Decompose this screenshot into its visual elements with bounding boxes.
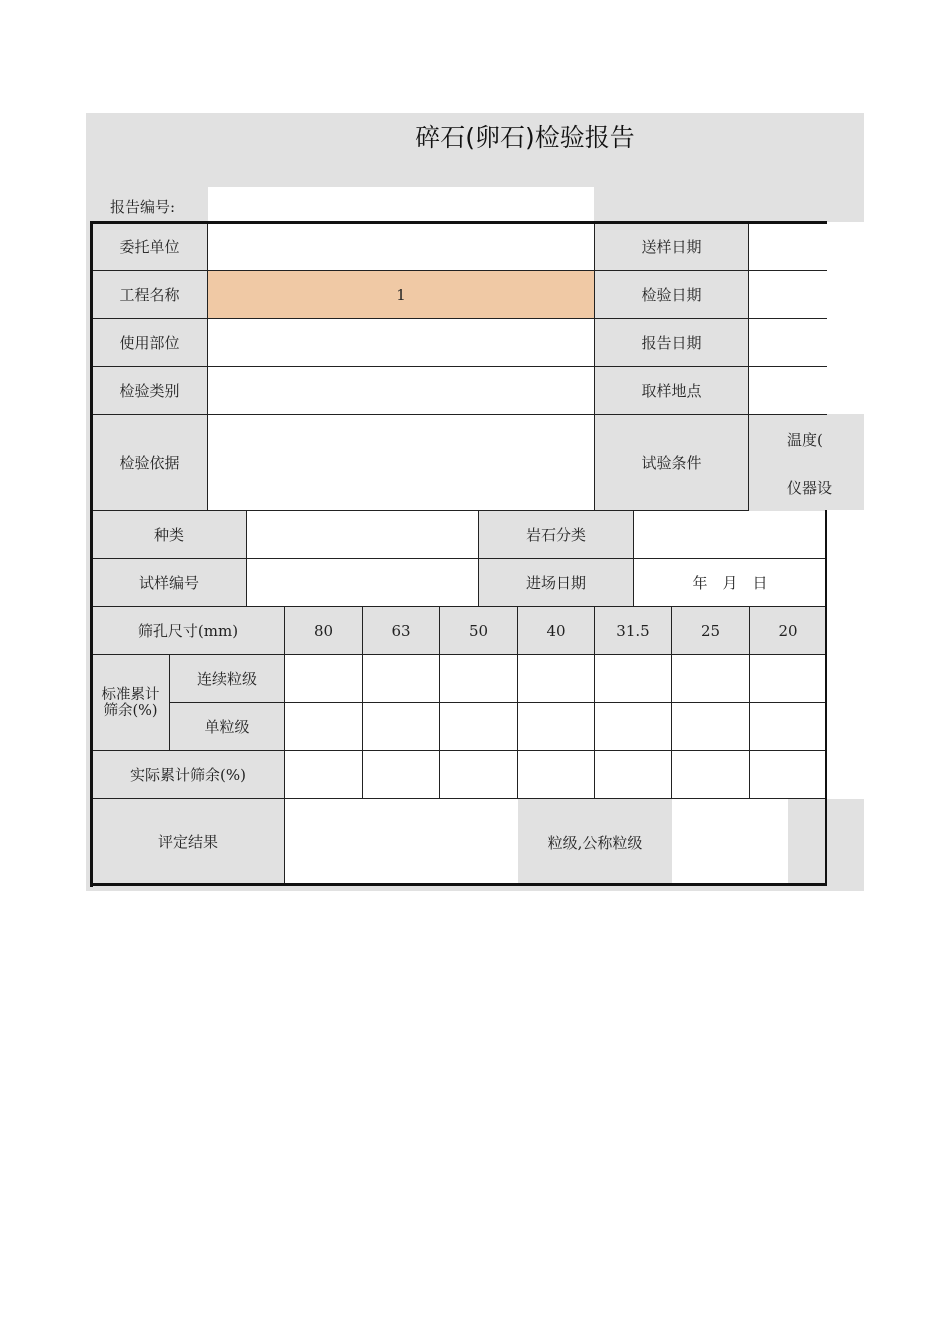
continuous-40[interactable] <box>518 655 595 703</box>
sieve-size-31-5: 31.5 <box>595 607 672 655</box>
basis-field[interactable] <box>208 415 595 511</box>
usage-label: 使用部位 <box>92 319 208 367</box>
project-label: 工程名称 <box>92 271 208 319</box>
continuous-grade-label: 连续粒级 <box>170 655 285 703</box>
send-date-label: 送样日期 <box>595 223 749 271</box>
single-grade-label: 单粒级 <box>170 703 285 751</box>
right-overflow-strip <box>827 414 864 510</box>
basis-label: 检验依据 <box>92 415 208 511</box>
single-31-5[interactable] <box>595 703 672 751</box>
rock-class-label: 岩石分类 <box>479 511 634 559</box>
actual-cumulative-label: 实际累计筛余(%) <box>92 751 285 799</box>
actual-63[interactable] <box>363 751 440 799</box>
table-frame-left <box>90 222 93 887</box>
actual-80[interactable] <box>285 751 363 799</box>
report-date-label: 报告日期 <box>595 319 749 367</box>
sample-no-label: 试样编号 <box>92 559 247 607</box>
sieve-size-80: 80 <box>285 607 363 655</box>
sampling-place-label: 取样地点 <box>595 367 749 415</box>
standard-cumulative-label: 标准累计筛余(%) <box>92 655 170 751</box>
sieve-size-label: 筛孔尺寸(mm) <box>92 607 285 655</box>
sieve-size-50: 50 <box>440 607 518 655</box>
temperature-label: 温度( <box>787 431 823 449</box>
single-50[interactable] <box>440 703 518 751</box>
report-no-field[interactable] <box>208 187 594 222</box>
result-field[interactable] <box>285 799 518 885</box>
single-63[interactable] <box>363 703 440 751</box>
entry-date-label: 进场日期 <box>479 559 634 607</box>
continuous-50[interactable] <box>440 655 518 703</box>
sample-no-field[interactable] <box>247 559 479 607</box>
instrument-label: 仪器设 <box>787 479 833 497</box>
entry-date-field[interactable]: 年 月 日 <box>634 559 827 607</box>
actual-25[interactable] <box>672 751 750 799</box>
category-label: 检验类别 <box>92 367 208 415</box>
sampling-place-field[interactable] <box>749 367 827 415</box>
page-title: 碎石(卵石)检验报告 <box>415 123 635 152</box>
report-date-field[interactable] <box>749 319 827 367</box>
client-label: 委托单位 <box>92 223 208 271</box>
table-frame-right <box>825 510 827 886</box>
category-field[interactable] <box>208 367 595 415</box>
result-label: 评定结果 <box>92 799 285 885</box>
send-date-field[interactable] <box>749 223 827 271</box>
table-frame-top <box>90 221 827 224</box>
bottom-strip <box>86 886 864 891</box>
continuous-80[interactable] <box>285 655 363 703</box>
sieve-size-40: 40 <box>518 607 595 655</box>
rock-class-field[interactable] <box>634 511 827 559</box>
report-no-label: 报告编号: <box>110 198 176 216</box>
sieve-size-20: 20 <box>750 607 827 655</box>
continuous-63[interactable] <box>363 655 440 703</box>
project-field[interactable]: 1 <box>208 271 595 319</box>
sieve-size-25: 25 <box>672 607 750 655</box>
actual-20[interactable] <box>750 751 827 799</box>
test-date-label: 检验日期 <box>595 271 749 319</box>
actual-40[interactable] <box>518 751 595 799</box>
grade-field[interactable] <box>672 799 788 885</box>
continuous-20[interactable] <box>750 655 827 703</box>
actual-50[interactable] <box>440 751 518 799</box>
client-field[interactable] <box>208 223 595 271</box>
continuous-25[interactable] <box>672 655 750 703</box>
usage-field[interactable] <box>208 319 595 367</box>
sieve-size-63: 63 <box>363 607 440 655</box>
test-date-field[interactable] <box>749 271 827 319</box>
grade-label: 粒级,公称粒级 <box>518 799 672 885</box>
conditions-label: 试验条件 <box>595 415 749 511</box>
single-20[interactable] <box>750 703 827 751</box>
single-25[interactable] <box>672 703 750 751</box>
conditions-area <box>749 415 833 511</box>
single-40[interactable] <box>518 703 595 751</box>
table-frame-bottom <box>90 883 827 886</box>
type-label: 种类 <box>92 511 247 559</box>
type-field[interactable] <box>247 511 479 559</box>
actual-31-5[interactable] <box>595 751 672 799</box>
single-80[interactable] <box>285 703 363 751</box>
continuous-31-5[interactable] <box>595 655 672 703</box>
